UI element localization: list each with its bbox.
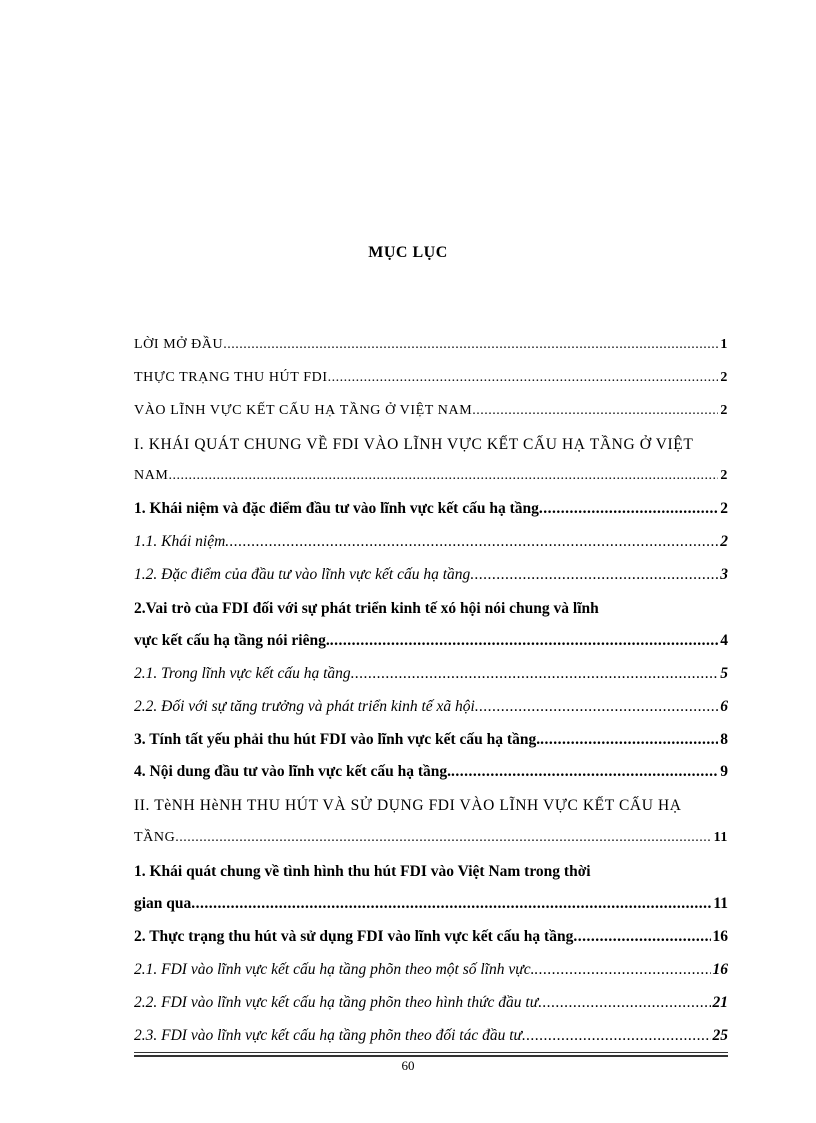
- toc-entry-page: 4: [720, 631, 728, 649]
- toc-entry-page: 21: [712, 993, 728, 1011]
- toc-entry-page: 25: [712, 1026, 728, 1044]
- toc-leader-dots: [223, 335, 718, 355]
- toc-entry-label: 2.2. Đối với sự tăng trưởng và phát triển kinh tế xã hội: [134, 697, 475, 715]
- toc-entry: [134, 717, 728, 750]
- toc-leader-dots: [175, 828, 711, 848]
- toc-entry-label: 2.1. FDI vào lĩnh vực kết cấu hạ tầng phõn theo một số lĩnh vực.: [134, 960, 535, 978]
- toc-entry-label: 1. Khái niệm và đặc điểm đầu tư vào lĩnh vực kết cấu hạ tầng: [134, 500, 539, 518]
- toc-entry-page: 2: [720, 369, 728, 385]
- toc-leader-dots: [522, 1026, 711, 1046]
- toc-entry: [134, 914, 728, 947]
- toc-leader-dots: [191, 894, 711, 914]
- toc-entry-label: 2.3. FDI vào lĩnh vực kết cấu hạ tầng phõn theo đối tác đầu tư: [134, 1026, 522, 1044]
- toc-entry-page: 8: [720, 730, 728, 748]
- toc-leader-dots: [540, 730, 718, 750]
- toc-entry-first-line: 2.Vai trò của FDI đối với sự phát triển kinh tế xó hội nói chung và lĩnh: [134, 600, 599, 618]
- toc-leader-dots: [330, 631, 719, 651]
- toc-entry-label: 2.1. Trong lĩnh vực kết cấu hạ tầng: [134, 664, 351, 682]
- toc-leader-dots: [351, 664, 719, 684]
- table-of-contents: [134, 322, 728, 1046]
- toc-entry-label: LỜI MỞ ĐẦU: [134, 336, 224, 352]
- toc-entry: [134, 519, 728, 552]
- toc-entry-label: 2.2. FDI vào lĩnh vực kết cấu hạ tầng phõn theo hình thức đầu tư: [134, 993, 539, 1011]
- toc-entry-page: 2: [720, 402, 728, 418]
- toc-entry: [134, 618, 728, 651]
- toc-entry-page: 5: [720, 664, 728, 682]
- toc-entry-page: 2: [720, 500, 728, 518]
- toc-leader-dots: [470, 565, 718, 585]
- toc-entry: [134, 815, 728, 848]
- toc-leader-dots: [168, 466, 718, 486]
- toc-entry-wrapped-line: [134, 585, 728, 618]
- toc-entry: [134, 388, 728, 421]
- toc-entry-wrapped-line: [134, 421, 728, 454]
- toc-entry: [134, 486, 728, 519]
- toc-leader-dots: [539, 499, 718, 519]
- toc-entry: [134, 651, 728, 684]
- toc-entry: [134, 980, 728, 1013]
- toc-entry: [134, 355, 728, 388]
- toc-leader-dots: [225, 532, 718, 552]
- toc-entry: [134, 322, 728, 355]
- toc-entry-wrapped-line: [134, 782, 728, 815]
- toc-entry-label: gian qua: [134, 895, 192, 913]
- footer-rule: [134, 1055, 728, 1057]
- toc-entry-wrapped-line: [134, 848, 728, 881]
- toc-entry-label: THỰC TRẠNG THU HÚT FDI: [134, 369, 328, 385]
- toc-entry-page: 16: [712, 960, 728, 978]
- toc-entry: [134, 1013, 728, 1046]
- footer-page-number: 60: [401, 1058, 415, 1073]
- toc-entry-first-line: II. TèNH HèNH THU HÚT VÀ SỬ DỤNG FDI VÀO LĨNH VỰC KẾT CẤU HẠ: [134, 797, 682, 815]
- toc-leader-dots: [475, 697, 718, 717]
- toc-entry-label: 4. Nội dung đầu tư vào lĩnh vực kết cấu hạ tầng.: [134, 763, 452, 781]
- toc-entry-page: 11: [713, 895, 728, 913]
- toc-entry-label: TẦNG: [134, 830, 176, 846]
- toc-leader-dots: [573, 927, 710, 947]
- toc-entry: [134, 881, 728, 914]
- toc-entry: [134, 684, 728, 717]
- toc-entry-page: 3: [720, 566, 728, 584]
- toc-leader-dots: [538, 993, 710, 1013]
- toc-entry-first-line: I. KHÁI QUÁT CHUNG VỀ FDI VÀO LĨNH VỰC KẾT CẤU HẠ TẦNG Ở VIỆT: [134, 435, 694, 453]
- toc-leader-dots: [534, 960, 710, 980]
- toc-entry-label: 3. Tính tất yếu phải thu hút FDI vào lĩnh vực kết cấu hạ tầng.: [134, 730, 541, 748]
- toc-entry-page: 11: [713, 830, 728, 846]
- toc-leader-dots: [472, 401, 718, 421]
- toc-entry: [134, 552, 728, 585]
- toc-entry-page: 16: [712, 927, 728, 945]
- footer-rule: [134, 1052, 728, 1053]
- toc-entry-page: 6: [720, 697, 728, 715]
- toc-entry-first-line: 1. Khái quát chung về tình hình thu hút FDI vào Việt Nam trong thời: [134, 863, 591, 881]
- toc-entry: [134, 750, 728, 783]
- toc-entry-label: VÀO LĨNH VỰC KẾT CẤU HẠ TẦNG Ở VIỆT NAM: [134, 402, 473, 418]
- page-title: MỤC LỤC: [368, 244, 448, 261]
- toc-entry-page: 1: [720, 336, 728, 352]
- toc-entry-page: 2: [720, 533, 728, 551]
- toc-entry-page: 9: [720, 763, 728, 781]
- toc-leader-dots: [328, 368, 719, 388]
- toc-entry: [134, 454, 728, 487]
- toc-entry-page: 2: [720, 468, 728, 484]
- toc-entry: [134, 947, 728, 980]
- toc-entry-label: 2. Thực trạng thu hút và sử dụng FDI vào lĩnh vực kết cấu hạ tầng: [134, 927, 574, 945]
- toc-entry-label: vực kết cấu hạ tầng nói riêng.: [134, 631, 330, 649]
- toc-entry-label: 1.2. Đặc điểm của đầu tư vào lĩnh vực kết cấu hạ tầng: [134, 566, 471, 584]
- toc-leader-dots: [451, 762, 718, 782]
- toc-entry-label: 1.1. Khái niệm: [134, 533, 226, 551]
- toc-entry-label: NAM: [134, 468, 169, 484]
